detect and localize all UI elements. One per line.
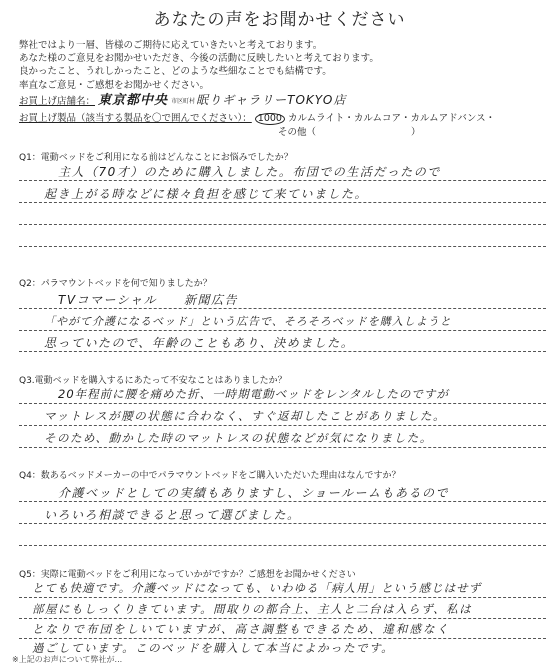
answer-rule	[19, 308, 546, 309]
answer-rule	[19, 224, 546, 225]
product-other: その他（ ）	[278, 127, 421, 138]
city-mark: 市区町村	[171, 97, 196, 105]
q5-answer-3: となりで布団をしいていますが、高さ調整もできるため、違和感なく	[32, 622, 451, 636]
answer-rule	[19, 501, 546, 502]
q5-question: Q5：実際に電動ベッドをご利用になっていかがですか？ご感想をお聞かせください	[19, 570, 356, 580]
answer-rule	[19, 618, 546, 619]
intro-line-1: 弊社ではより一層、皆様のご期待に応えていきたいと考えております。	[19, 40, 323, 51]
product-selected: 1000	[255, 113, 285, 125]
q5-answer-2: 部屋にもしっくりきています。間取りの都合上、主人と二台は入らず、私は	[32, 602, 473, 616]
answer-rule	[19, 180, 546, 181]
answer-rule	[19, 523, 546, 524]
product-label: お買上げ製品（該当する製品を〇で囲んでください）：	[19, 113, 252, 124]
q1-answer-2: 起き上がる時などに様々負担を感じて来ていました。	[44, 187, 369, 201]
product-row	[19, 113, 495, 125]
answer-rule	[19, 330, 546, 331]
q4-answer-1: 介護ベッドとしての実績もありますし、ショールームもあるので	[58, 486, 450, 500]
answer-rule	[19, 425, 546, 426]
q5-answer-4: 過ごしています。このベッドを購入して本当によかったです。	[32, 641, 395, 655]
product-options: カルムライト・カルムコア・カルムアドバンス・	[288, 113, 496, 124]
answer-rule	[19, 403, 546, 404]
answer-rule	[19, 447, 546, 448]
store-row	[19, 94, 346, 108]
intro-line-2: あなた様のご意見をお聞かせいただき、今後の活動に反映したいと考えております。	[19, 53, 379, 64]
q2-answer-3: 思っていたので、年齢のこともあり、決めました。	[44, 336, 355, 350]
q1-question: Q1：電動ベッドをご利用になる前はどんなことにお悩みでしたか？	[19, 153, 293, 163]
q5-answer-1: とても快適です。介護ベッドになっても、いわゆる「病人用」という感じはせず	[32, 581, 482, 595]
q4-answer-2: いろいろ相談できると思って選びました。	[44, 508, 301, 522]
answer-rule	[19, 545, 546, 546]
q2-answer-1: TVコマーシャル 新聞広告	[58, 293, 239, 307]
q3-answer-3: そのため、動かした時のマットレスの状態などが気になりました。	[44, 431, 433, 445]
intro-line-3: 良かったこと、うれしかったこと、どのような些細なことでも結構です。	[19, 66, 332, 77]
q3-answer-2: マットレスが腰の状態に合わなく、すぐ返却したことがありました。	[44, 409, 446, 423]
store-prefecture: 東京都中央	[98, 93, 169, 108]
answer-rule	[19, 246, 546, 247]
answer-rule	[19, 202, 546, 203]
q2-answer-2: 「やがて介護になるベッド」という広告で、そろそろベッドを購入しようと	[44, 315, 452, 328]
answer-rule	[19, 638, 546, 639]
answer-rule	[19, 597, 546, 598]
page-title: あなたの声をお聞かせください	[153, 10, 406, 30]
answer-rule	[19, 351, 546, 352]
footnote: ※上記のお声について弊社が...	[12, 655, 123, 664]
q4-question: Q4：数あるベッドメーカーの中でパラマウントベッドをご購入いただいた理由はなんですか？	[19, 471, 401, 481]
q3-question: Q3.電動ベッドを購入するにあたって不安なことはありましたか？	[19, 376, 287, 386]
intro-line-4: 率直なご意見・ご感想をお聞かせください。	[19, 80, 210, 91]
store-label: お買上げ店舗名：	[19, 96, 96, 107]
store-name: 眠りギャラリーTOKYO店	[196, 93, 347, 107]
q2-question: Q2：パラマウントベッドを何で知りましたか？	[19, 279, 212, 289]
q3-answer-1: 20年程前に腰を痛めた折、一時期電動ベッドをレンタルしたのですが	[58, 387, 449, 401]
q1-answer-1: 主人（70才）のために購入しました。布団での生活だったので	[58, 165, 441, 179]
